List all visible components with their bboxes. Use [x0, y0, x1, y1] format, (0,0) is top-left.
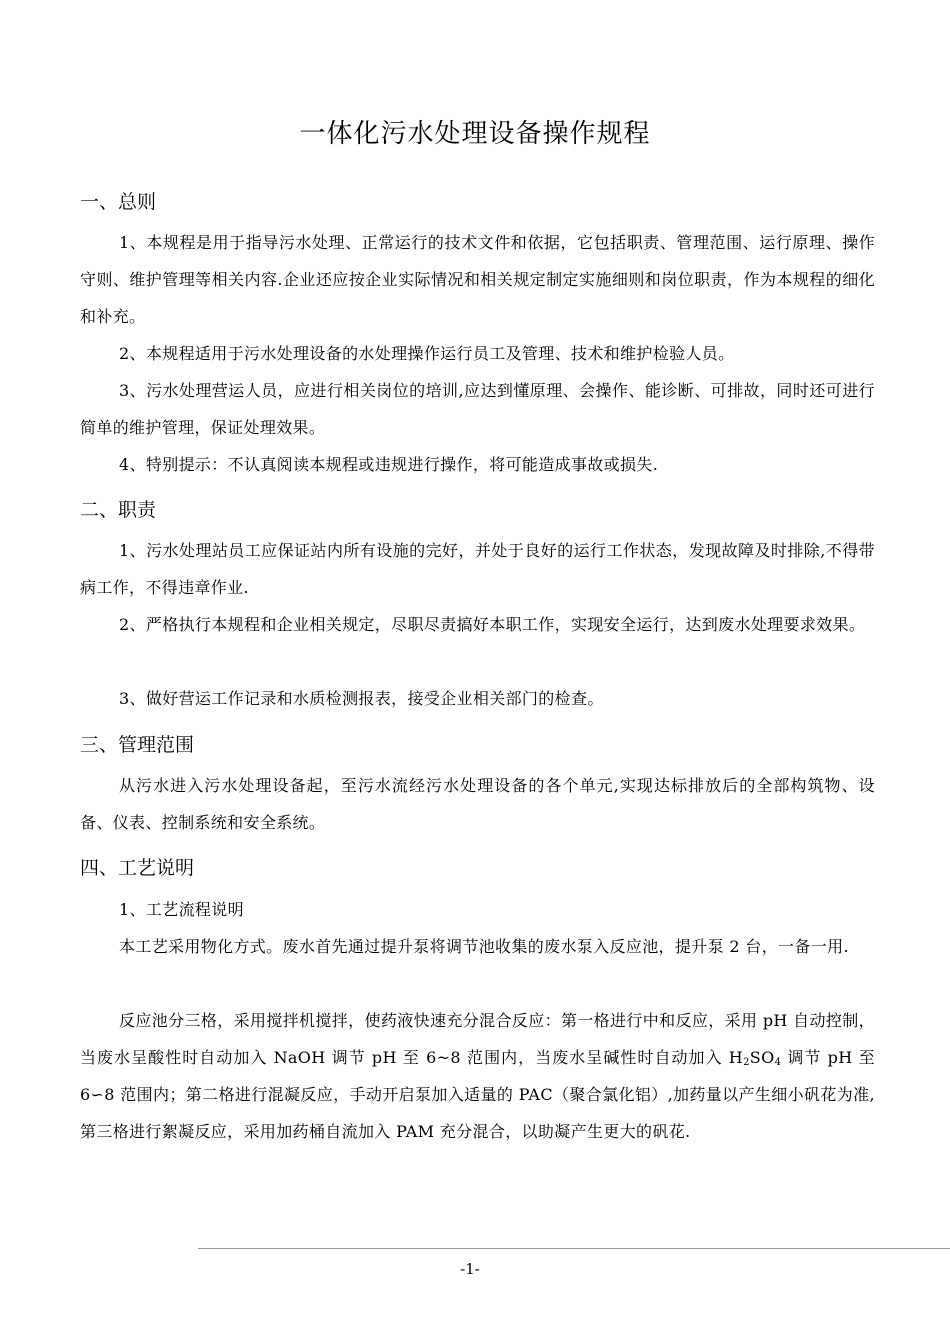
paragraph: 2、严格执行本规程和企业相关规定，尽职尽责搞好本职工作，实现安全运行，达到废水处理要求效果。: [119, 615, 866, 634]
paragraph-line: 本工艺采用物化方式。废水首先通过提升泵将调节池收集的废水泵入反应池，提升泵 2 台，一备一用.: [119, 937, 849, 956]
paragraph: [80, 1002, 875, 1150]
paragraph: 3、污水处理营运人员，应进行相关岗位的培训,应达到懂原理、会操作、能诊断、可排故，同时还可进行简单的维护管理，保证处理效果。: [80, 381, 875, 437]
paragraph: [80, 928, 875, 965]
paragraph: 1、污水处理站员工应保证站内所有设施的完好，并处于良好的运行工作状态，发现故障及时排除,不得带病工作，不得违章作业.: [80, 541, 875, 597]
document-title: 一体化污水处理设备操作规程: [299, 119, 651, 149]
paragraph: 2、本规程适用于污水处理设备的水处理操作运行员工及管理、技术和维护检验人员。: [119, 344, 735, 363]
section-heading-scope: 三、管理范围: [80, 734, 195, 756]
section-heading-general: 一、总则: [80, 191, 157, 213]
paragraph-text: 调节 pH 至 6∽8 范围内；第二格进行混凝反应，手动开启泵加入适量的 PAC（聚合氯化铝）,加药量以产生细小矾花为准,第三格进行絮凝反应，采用加药桶自流加入 PAM 充分混合，以助凝产生更大的矾花.: [80, 1048, 875, 1141]
paragraph-text: 反应池分三格，采用搅拌机搅拌，使药液快速充分混合反应：第一格进行中和反应，采用 pH 自动控制，当废水呈酸性时自动加入 NaOH 调节 pH 至 6~8 范围内，当废水呈碱性时自动加入 H: [80, 1011, 875, 1067]
paragraph-text: SO: [749, 1048, 775, 1067]
section-heading-duties: 二、职责: [80, 499, 157, 521]
paragraph: 3、做好营运工作记录和水质检测报表，接受企业相关部门的检查。: [119, 689, 604, 708]
subscript: 2: [743, 1057, 750, 1068]
paragraph: 1、本规程是用于指导污水处理、正常运行的技术文件和依据，它包括职责、管理范围、运行原理、操作守则、维护管理等相关内容.企业还应按企业实际情况和相关规定制定实施细则和岗位职责，作为本规程的细化和补充。: [80, 233, 875, 326]
page-number: -1-: [460, 1260, 480, 1278]
subscript: 4: [774, 1057, 782, 1068]
paragraph: 从污水进入污水处理设备起，至污水流经污水处理设备的各个单元,实现达标排放后的全部构筑物、设备、仪表、控制系统和安全系统。: [80, 776, 875, 832]
footer-divider: [198, 1248, 950, 1249]
section-heading-process: 四、工艺说明: [80, 857, 195, 879]
subsection-title: 1、工艺流程说明: [119, 900, 244, 919]
paragraph: 4、特别提示：不认真阅读本规程或违规进行操作，将可能造成事故或损失.: [119, 455, 659, 474]
